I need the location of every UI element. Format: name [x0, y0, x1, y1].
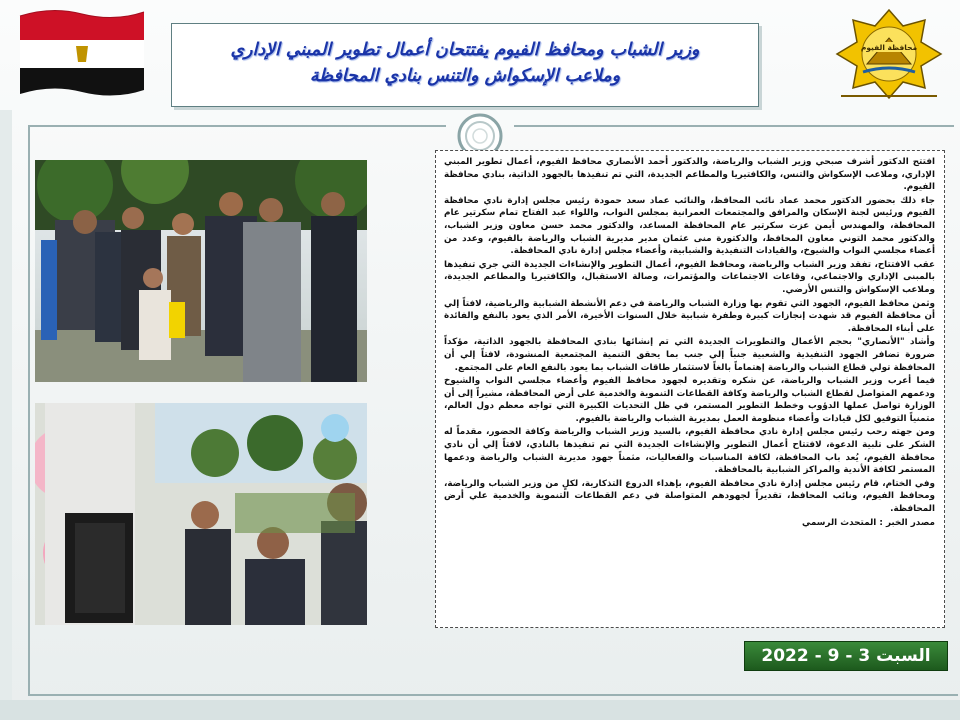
logo-text: محافظة الفيوم — [860, 43, 918, 52]
article-paragraph: ومن جهته رحب رئيس مجلس إدارة نادي محافظة الفيوم، بالسيد وزير الشباب والرياضة وكافة الحضور، مقدماً له الشكر على تلبية الدعوة، لافتتاح أعمال التطوير والإنشاءات الجديدة التي تم تنفيذها بالنادي، لافتاً إلي أن نادي محافظة الفيوم، يُعد باب المحافظة، لكافة المناسبات والفعاليات، مثمناً جهود مديرية الشباب والرياضة ودعمها المستمر لكافة الأندية والمراكز الشبابية بالمحافظة. — [444, 427, 935, 476]
left-strip — [0, 110, 12, 700]
frame-line-left — [28, 125, 30, 695]
divider-line-right — [514, 125, 954, 127]
article-paragraph: عقب الافتتاح، تفقد وزير الشباب والرياضة، ومحافظ الفيوم، أعمال التطوير والإنشاءات الجديدة التي جري تنفيذها بالمبنى الإداري والاجتماعي، وقاعات الاجتماعات والمؤتمرات، وصالة الاستقبال، والكافتيريا والمطاعم الجديدة، وملاعب الإسكواش والتنس الأرضي. — [444, 259, 935, 295]
headline-line-2: وملاعب الإسكواش والتنس بنادي المحافظة — [309, 66, 621, 86]
headline-line-1: وزير الشباب ومحافظ الفيوم يفتتحان أعمال تطوير المبني الإداري — [230, 40, 700, 60]
photo-ribbon-visit — [35, 160, 367, 382]
news-source: مصدر الخبر : المتحدث الرسمي — [801, 517, 935, 528]
divider-line-left — [28, 125, 446, 127]
article-body — [435, 150, 945, 628]
article-paragraph: جاء ذلك بحضور الدكتور محمد عماد نائب المحافظ، والنائب عماد سعد حمودة رئيس مجلس إدارة نادي محافظة الفيوم ورئيس لجنة الإسكان والمرافق والمجتمعات العمرانية بمجلس النواب، واللواء عبد الفتاح تمام سكرتير عام المحافظة، والمهندس أيمن عزت سكرتير عام المحافظة المساعد، والدكتور محمد حسن معاون وزير الشباب، والدكتور محمد التوني معاون المحافظ، والدكتورة منى عثمان مدير مديرية الشباب والرياضة بالفيوم، وعدد من أعضاء مجلسي النواب والشيوخ، والقيادات التنفيذية والشبابية، وأعضاء مجلس إدارة نادي المحافظة. — [444, 195, 935, 257]
date-label: السبت 3 - 9 - 2022 — [761, 646, 931, 666]
governorate-logo — [833, 6, 945, 102]
photo-plaque-unveiling — [35, 403, 367, 625]
article-paragraph: وأشاد "الأنصاري" بحجم الأعمال والتطويرات الجديدة التي تم إنشائها بنادي المحافظة بالجهود الذاتية، مؤكداً ضرورة تضافر الجهود التنفيذية والشعبية جنباً إلي جنب بما يحقق التنمية المجتمعية المنشودة، لافتاً إلي أن المحافظة تولي قطاع الشباب والرياضة إهتماماً بالغاً لاستثمار طاقات الشباب بما يعود بالنفع العام على المجتمع. — [444, 337, 935, 373]
footer-band — [0, 700, 960, 720]
frame-line-bottom — [28, 694, 958, 696]
headline — [172, 24, 758, 89]
headline-box — [171, 23, 759, 107]
article-paragraph: فيما أعرب وزير الشباب والرياضة، عن شكره وتقديره لجهود محافظ الفيوم وأعضاء مجلسي النواب والشيوخ ودعمهم المتواصل لقطاع الشباب والرياضة وكافة القطاعات التنموية والخدمية على أرض المحافظة، مشيراً إلى أن الوزارة تواصل عملها الدؤوب وخطط التطوير المستمر، في ظل التحديات الكبيرة التي تواجه معظم دول العالم، متمنياً التوفيق لكل قيادات وأعضاء منظومة العمل بمديرية الشباب والرياضة بالفيوم. — [444, 376, 935, 424]
egypt-flag-icon — [16, 6, 148, 100]
article-paragraph: وفي الختام، قام رئيس مجلس إدارة نادي محافظة الفيوم، بإهداء الدروع التذكارية، لكلٍ من وزير الشباب والرياضة، ومحافظ الفيوم، ونائب المحافظ، تقديراً لجهودهم المتواصلة في دعم القطاعات التنموية والخدمية علي أرض المحافظة. — [444, 478, 935, 515]
article-paragraph: وثمن محافظ الفيوم، الجهود التي تقوم بها وزارة الشباب والرياضة في دعم الأنشطة الشبابية والرياضية، لافتاً إلي أن محافظة الفيوم قد شهدت إنجازات كبيرة وطفرة شبابية خلال السنوات الأخيرة، الأمر الذي يعود بالنفع والفائدة على أبناء المحافظة. — [444, 298, 935, 334]
article-paragraph: افتتح الدكتور أشرف صبحي وزير الشباب والرياضة، والدكتور أحمد الأنصاري محافظ الفيوم، أعمال تطوير المبني الإداري، وملاعب الإسكواش والتنس، والكافتيريا والمطاعم الجديدة، التي تم تنفيذها بالجهود الذاتية، بنادي محافظة الفيوم. — [444, 157, 935, 193]
date-badge — [744, 641, 948, 671]
